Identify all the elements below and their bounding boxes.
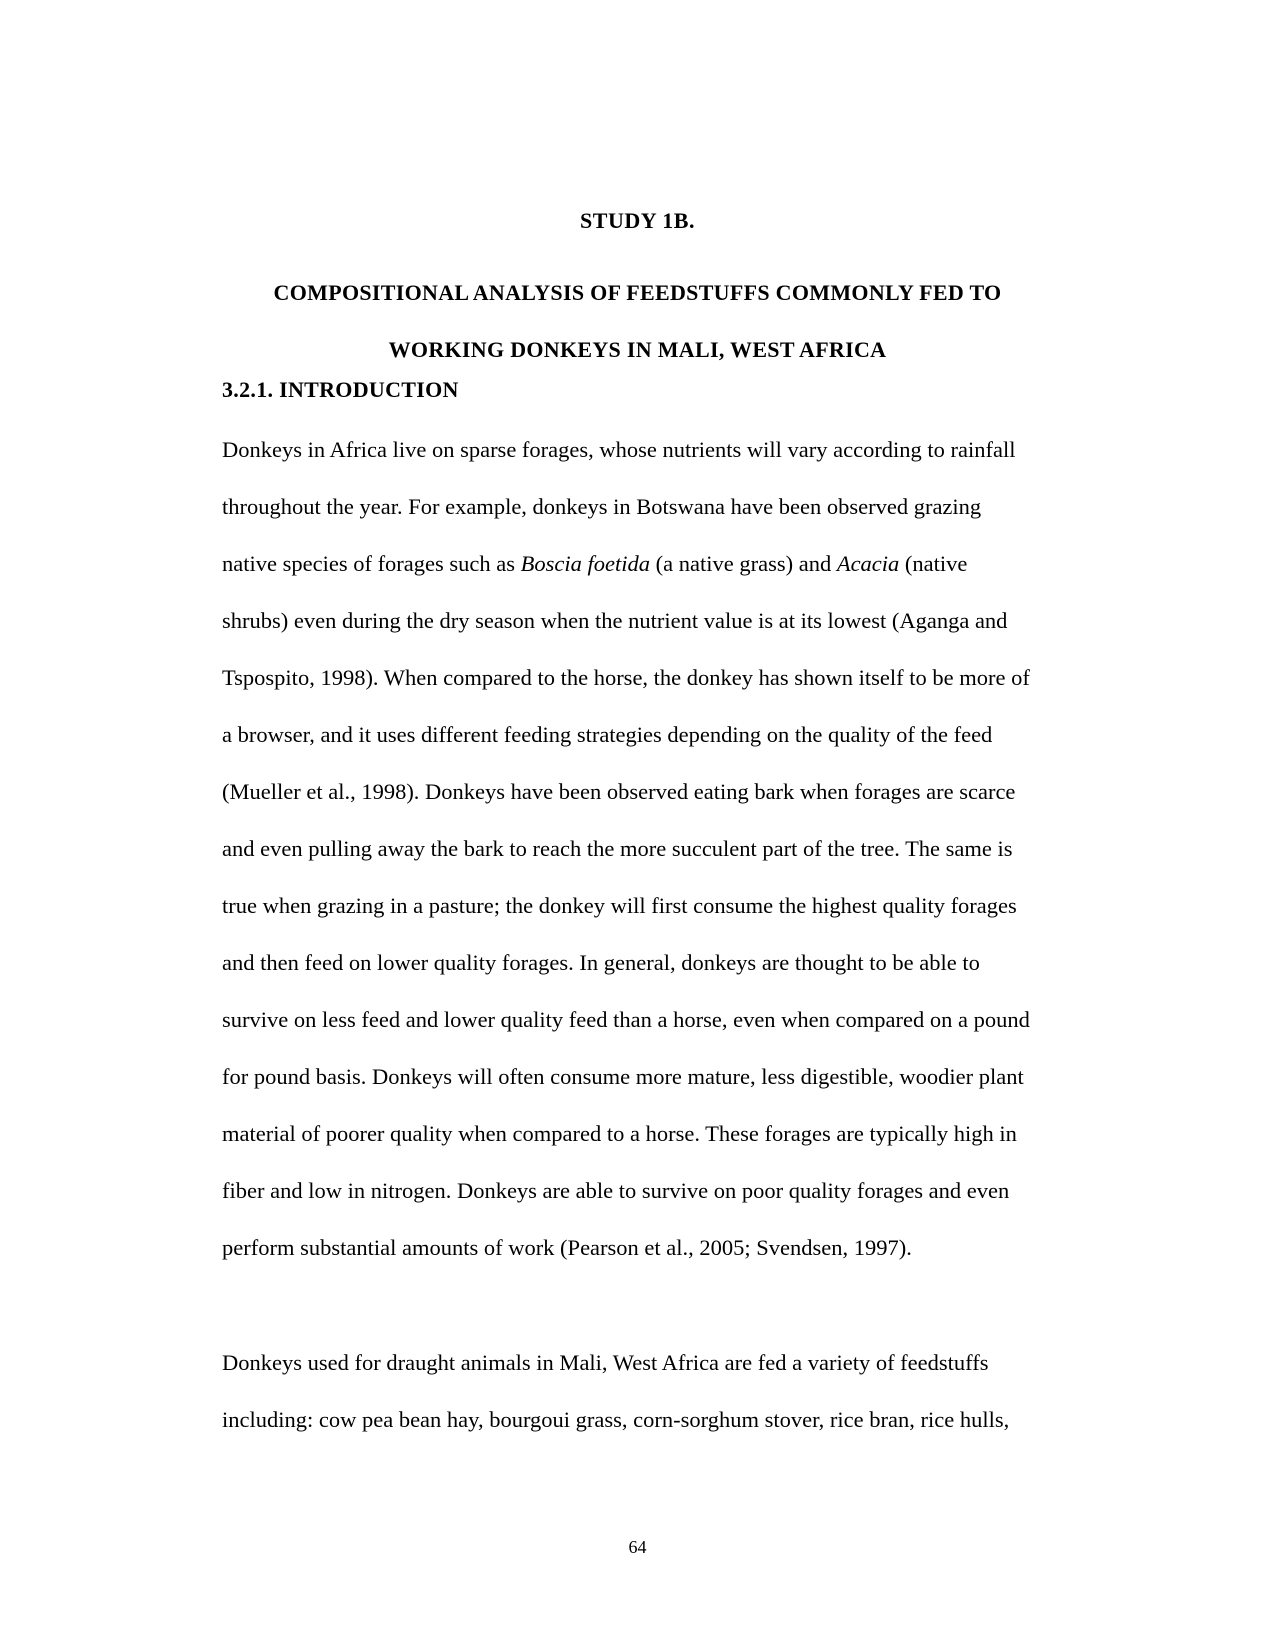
paragraph-line: material of poorer quality when compared to a horse. These forages are typically high in [222,1121,1017,1146]
paragraph-line: throughout the year. For example, donkeys in Botswana have been observed grazing [222,494,982,519]
paragraph-line: Donkeys used for draught animals in Mali, West Africa are fed a variety of feedstuffs [222,1350,989,1375]
paragraph-line: survive on less feed and lower quality feed than a horse, even when compared on a pound [222,1007,1030,1032]
species-name-acacia: Acacia [836,551,900,576]
text-run: native species of forages such as [222,551,521,576]
title-line-1: COMPOSITIONAL ANALYSIS OF FEEDSTUFFS COMMONLY FED TO [273,280,1002,305]
section-heading: 3.2.1. INTRODUCTION [222,377,459,402]
title-line-2: WORKING DONKEYS IN MALI, WEST AFRICA [388,337,887,362]
paragraph-line: and then feed on lower quality forages. In general, donkeys are thought to be able to [222,950,980,975]
study-title: STUDY 1B. [580,208,695,233]
paragraph-line: Donkeys in Africa live on sparse forages, whose nutrients will vary according to rainfall [222,437,1016,462]
page-number: 64 [628,1537,647,1557]
paragraph-line: fiber and low in nitrogen. Donkeys are able to survive on poor quality forages and even [222,1178,1010,1203]
paragraph-line: a browser, and it uses different feeding strategies depending on the quality of the feed [222,722,993,747]
paragraph-line: Tspospito, 1998). When compared to the horse, the donkey has shown itself to be more of [222,665,1030,690]
paragraph-line: perform substantial amounts of work (Pearson et al., 2005; Svendsen, 1997). [222,1235,912,1260]
document-title [0,264,1275,378]
text-run: (native [899,551,968,576]
paragraph-line: (Mueller et al., 1998). Donkeys have been observed eating bark when forages are scarce [222,779,1016,804]
text-run: (a native grass) and [650,551,837,576]
paragraph-line: and even pulling away the bark to reach the more succulent part of the tree. The same is [222,836,1013,861]
paragraph-feedstuffs [222,1334,1122,1448]
paragraph-line [222,535,1122,592]
paragraph-line: true when grazing in a pasture; the donkey will first consume the highest quality forages [222,893,1017,918]
paragraph-line: for pound basis. Donkeys will often consume more mature, less digestible, woodier plant [222,1064,1024,1089]
species-name-boscia: Boscia foetida [520,551,651,576]
paragraph-line: including: cow pea bean hay, bourgoui grass, corn-sorghum stover, rice bran, rice hulls, [222,1407,1010,1432]
paragraph-line: shrubs) even during the dry season when the nutrient value is at its lowest (Aganga and [222,608,1008,633]
paragraph-introduction [222,421,1122,1276]
